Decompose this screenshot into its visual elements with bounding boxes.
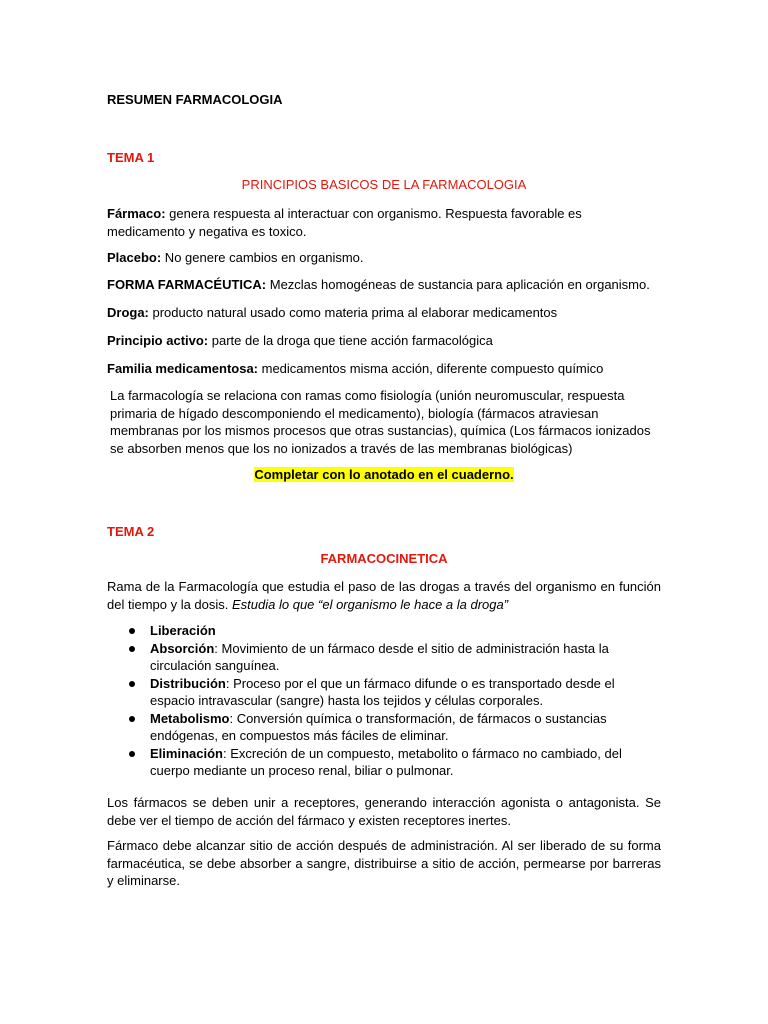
definition-familia-medicamentosa <box>107 360 661 378</box>
bullet-icon <box>129 646 135 652</box>
list-item-text: : Movimiento de un fármaco desde el sitio de administración hasta la circulación sanguínea. <box>150 640 609 673</box>
bullet-icon <box>129 751 135 757</box>
highlight-text: Completar con lo anotado en el cuaderno. <box>254 467 514 482</box>
bullet-icon <box>129 716 135 722</box>
definition-term: Familia medicamentosa: <box>107 361 258 376</box>
bullet-icon <box>129 628 135 634</box>
highlight-note <box>107 467 661 482</box>
definition-term: Placebo: <box>107 250 162 265</box>
bullet-icon <box>129 681 135 687</box>
tema-2-subtitle: FARMACOCINETICA <box>320 551 448 566</box>
list-item <box>107 622 661 640</box>
list-item <box>107 640 661 675</box>
tema-2-paragraph-2: Fármaco debe alcanzar sitio de acción después de administración. Al ser liberado de su forma farmacéutica, se debe absorber a sangre, distribuirse a sitio de acción, permearse por barreras y eliminarse. <box>107 838 661 888</box>
definition-term: Droga: <box>107 305 149 320</box>
definition-text: No genere cambios en organismo. <box>161 250 364 265</box>
intro-text: Rama de la Farmacología que estudia el paso de las drogas a través del organismo en función del tiempo y la dosis. <box>107 579 661 612</box>
definition-farmaco <box>107 205 661 240</box>
definition-text: medicamentos misma acción, diferente compuesto químico <box>258 361 604 376</box>
list-item <box>107 710 661 745</box>
definition-term: Fármaco: <box>107 206 166 221</box>
tema-2-intro <box>107 578 661 613</box>
list-item-term: Metabolismo <box>150 710 230 726</box>
definition-principio-activo <box>107 332 661 350</box>
definition-term: Principio activo: <box>107 333 209 348</box>
list-item-term: Absorción <box>150 640 215 656</box>
definition-text: parte de la droga que tiene acción farmacológica <box>208 333 493 348</box>
intro-italic: Estudia lo que “el organismo le hace a la droga” <box>232 596 509 612</box>
definition-text: genera respuesta al interactuar con organismo. Respuesta favorable es medicamento y negativa es toxico. <box>107 206 582 239</box>
list-item-text: : Proceso por el que un fármaco difunde o es transportado desde el espacio intravascular (sangre) hasta los tejidos y células corporales. <box>150 675 615 708</box>
definition-text: Mezclas homogéneas de sustancia para aplicación en organismo. <box>266 277 650 292</box>
definition-droga <box>107 304 661 322</box>
definition-text: producto natural usado como materia prima al elaborar medicamentos <box>148 305 558 320</box>
definition-term: FORMA FARMACÉUTICA: <box>107 277 267 292</box>
list-item-text: : Excreción de un compuesto, metabolito o fármaco no cambiado, del cuerpo mediante un proceso renal, biliar o pulmonar. <box>150 745 622 778</box>
tema-2-paragraph-1: Los fármacos se deben unir a receptores, generando interacción agonista o antagonista. Se debe ver el tiempo de acción del fármaco y existen receptores inertes. <box>107 795 661 828</box>
list-item-text: : Conversión química o transformación, de fármacos o sustancias endógenas, en compuestos más fáciles de eliminar. <box>150 710 607 743</box>
tema-1-label: TEMA 1 <box>107 150 155 165</box>
list-item-term: Distribución <box>150 675 226 691</box>
pharmacokinetics-list <box>107 622 661 780</box>
list-item <box>107 675 661 710</box>
list-item-term: Eliminación <box>150 745 223 761</box>
tema-1-subtitle: PRINCIPIOS BASICOS DE LA FARMACOLOGIA <box>241 177 527 192</box>
list-item <box>107 745 661 780</box>
tema-1-paragraph: La farmacología se relaciona con ramas como fisiología (unión neuromuscular, respuesta primaria de hígado descomponiendo el medicamento), biología (fármacos atraviesan membranas por los mismos procesos que otras sustancias), química (Los fármacos ionizados se absorben menos que los no ionizados a través de las membranas biológicas) <box>110 388 651 456</box>
tema-2-label: TEMA 2 <box>107 524 155 539</box>
document-title: RESUMEN FARMACOLOGIA <box>107 92 283 107</box>
definition-placebo <box>107 249 661 267</box>
definition-forma-farmaceutica <box>107 276 661 294</box>
list-item-term: Liberación <box>150 623 216 638</box>
